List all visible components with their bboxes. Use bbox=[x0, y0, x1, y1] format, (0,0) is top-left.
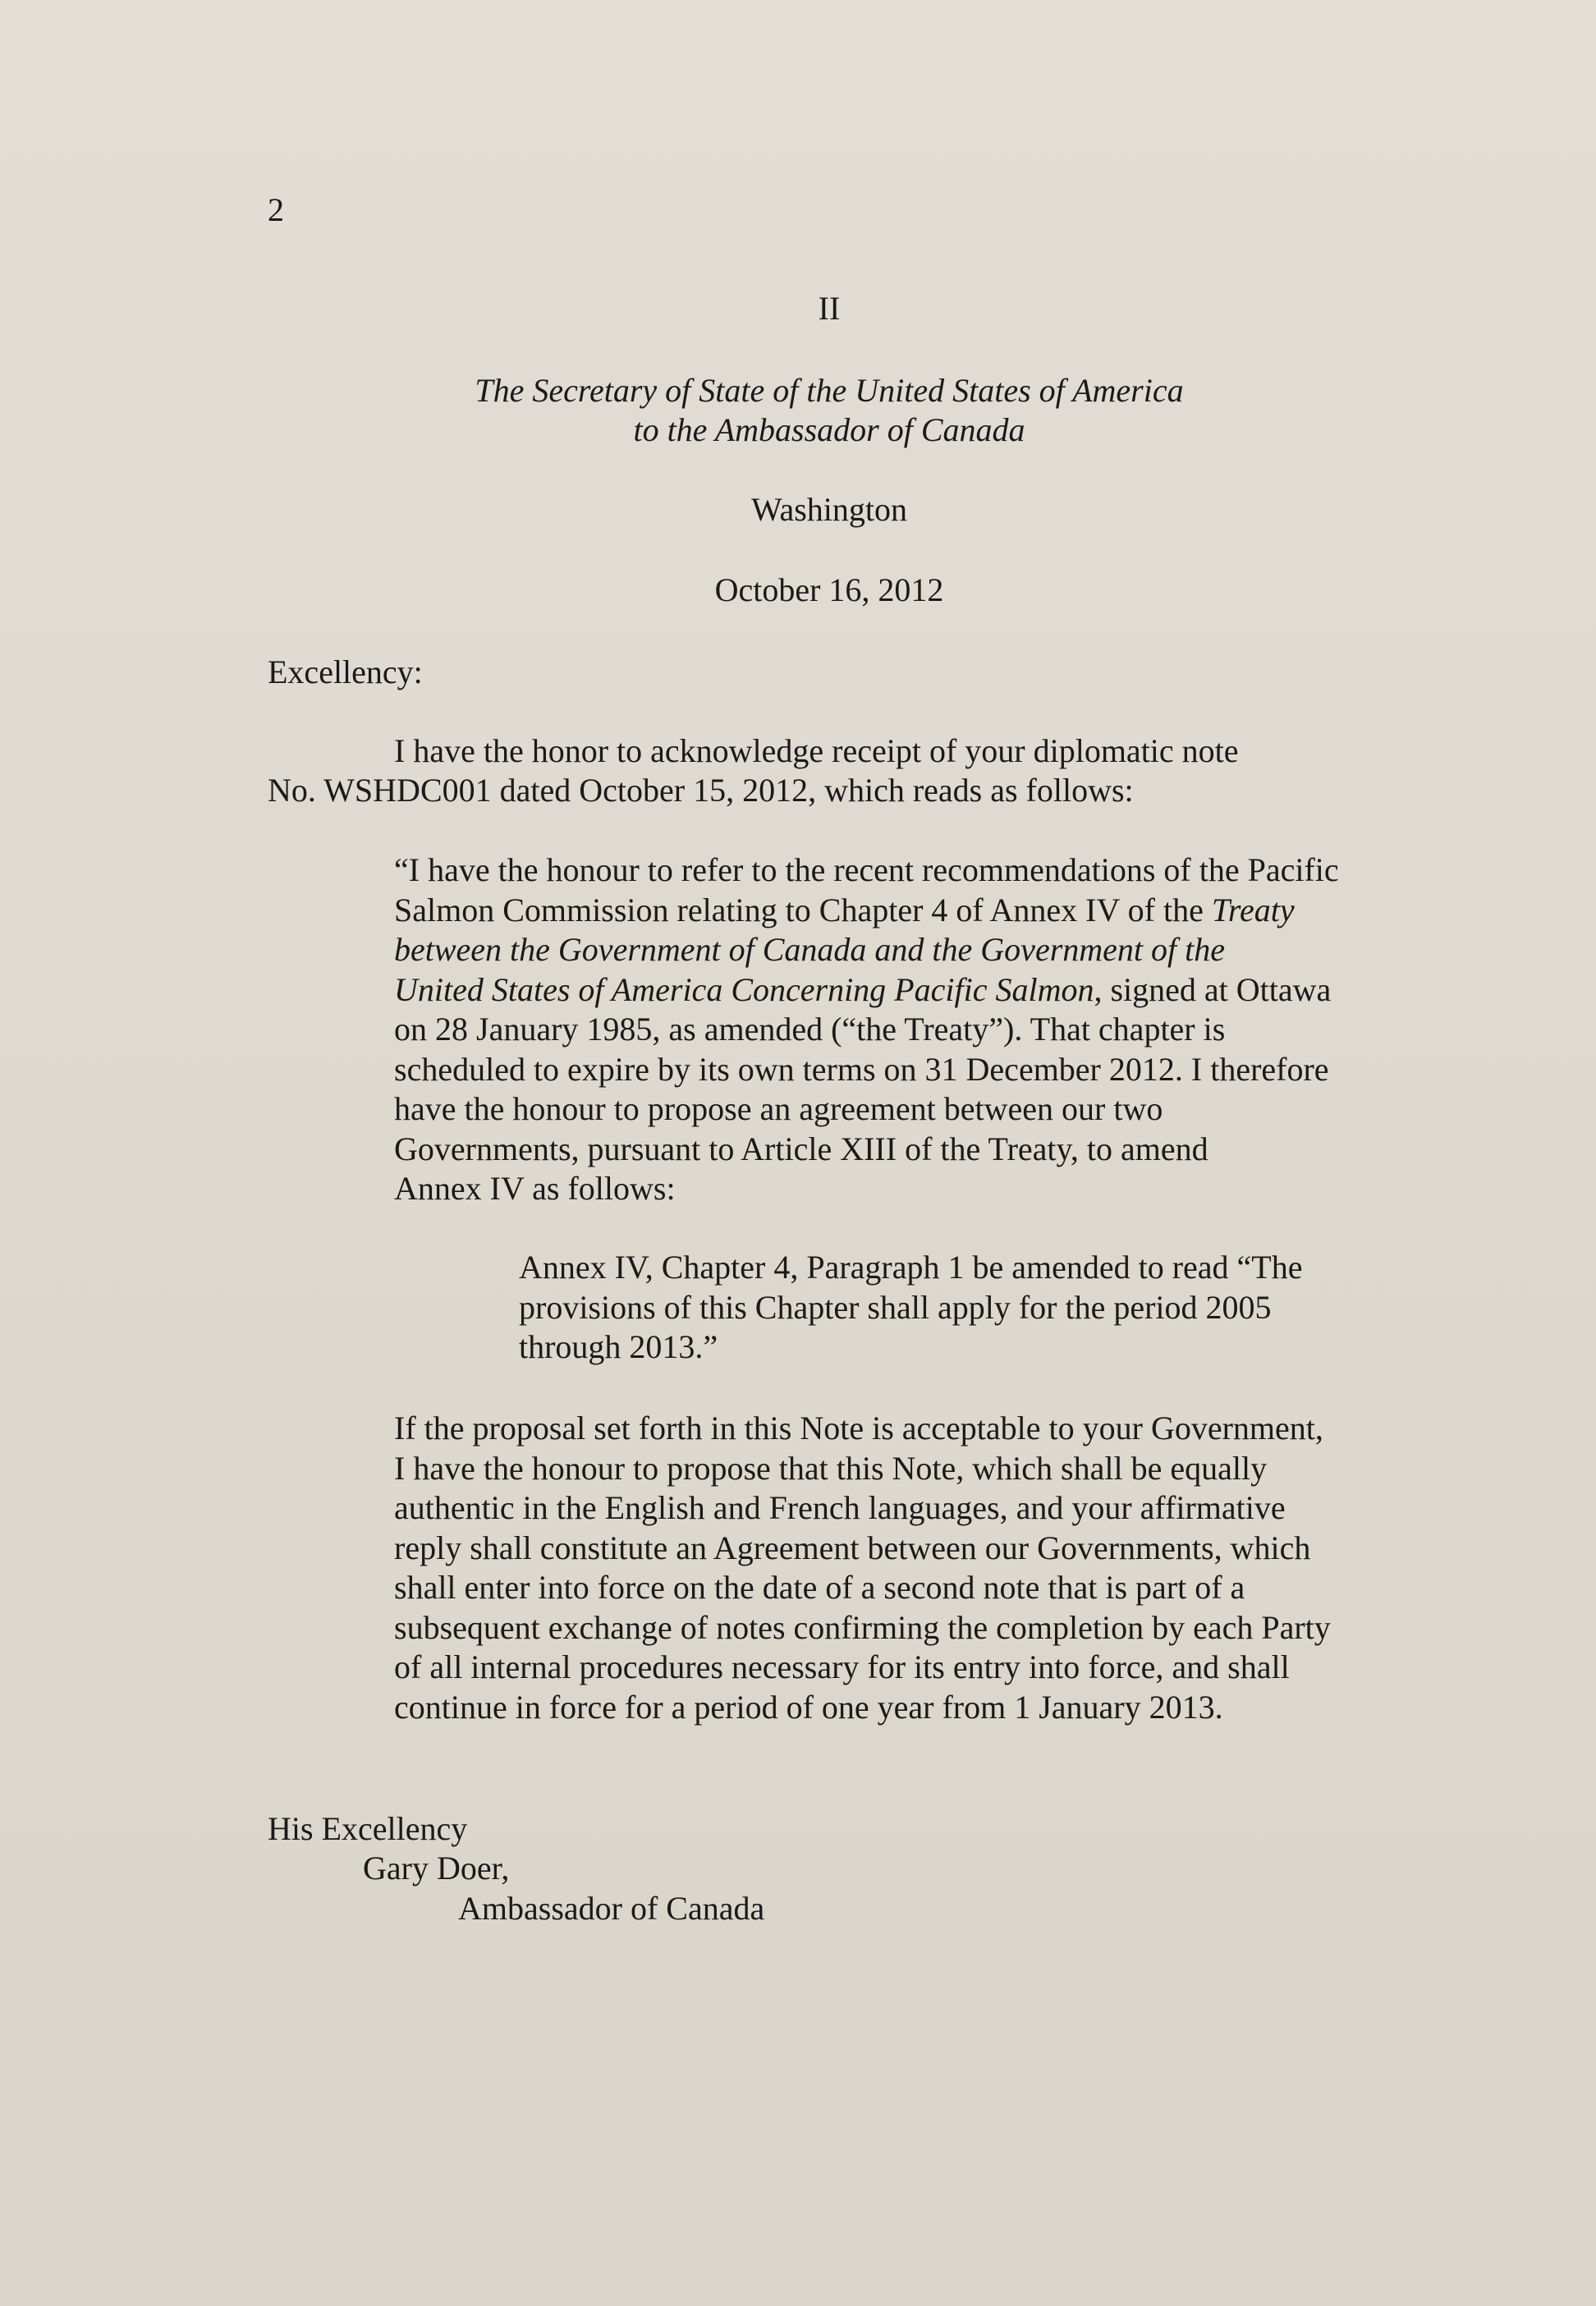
amendment-line-2: provisions of this Chapter shall apply for the period 2005 bbox=[519, 1288, 1272, 1326]
amendment-text bbox=[519, 1248, 1302, 1368]
heading-line-1: The Secretary of State of the United States of America bbox=[475, 372, 1184, 409]
quote1-line-3: between the Government of Canada and the Government of the bbox=[394, 931, 1225, 968]
quote2-line-7: of all internal procedures necessary for its entry into force, and shall bbox=[394, 1648, 1290, 1685]
quote1-line-5: on 28 January 1985, as amended (“the Treaty”). That chapter is bbox=[394, 1011, 1226, 1048]
quote1-line-4: United States of America Concerning Pacific Salmon, signed at Ottawa bbox=[394, 970, 1332, 1008]
treaty-title-end: United States of America Concerning Pacific Salmon bbox=[394, 970, 1094, 1008]
quote2-line-8: continue in force for a period of one year from 1 January 2013. bbox=[394, 1688, 1223, 1726]
addressee-line-2: Gary Doer, bbox=[363, 1850, 510, 1887]
addressee-line-1: His Excellency bbox=[268, 1810, 468, 1847]
quote1-line-8: Governments, pursuant to Article XIII of the Treaty, to amend bbox=[394, 1130, 1208, 1167]
quote1-line-6: scheduled to expire by its own terms on 31 December 2012. I therefore bbox=[394, 1050, 1329, 1088]
treaty-title-part: Treaty bbox=[1211, 891, 1295, 928]
place: Washington bbox=[750, 491, 908, 528]
amendment-line-3: through 2013.” bbox=[519, 1328, 718, 1365]
salutation: Excellency: bbox=[268, 653, 423, 690]
intro-line-2: No. WSHDC001 dated October 15, 2012, which reads as follows: bbox=[268, 772, 1134, 809]
quote2-line-2: I have the honour to propose that this Note, which shall be equally bbox=[394, 1449, 1268, 1487]
intro-line-1: I have the honor to acknowledge receipt of your diplomatic note bbox=[394, 732, 1239, 769]
quote2-line-1: If the proposal set forth in this Note is acceptable to your Government, bbox=[394, 1410, 1323, 1446]
addressee-line-3: Ambassador of Canada bbox=[458, 1890, 765, 1927]
heading-line-2: to the Ambassador of Canada bbox=[633, 411, 1025, 448]
quote2-line-5: shall enter into force on the date of a second note that is part of a bbox=[394, 1569, 1245, 1606]
section-number: II bbox=[818, 290, 841, 327]
page-number: 2 bbox=[268, 191, 284, 228]
quoted-paragraph-1 bbox=[394, 850, 1339, 1209]
quote1-line-7: have the honour to propose an agreement between our two bbox=[394, 1090, 1163, 1127]
quote2-line-4: reply shall constitute an Agreement between our Governments, which bbox=[394, 1529, 1311, 1566]
quote1-line-9: Annex IV as follows: bbox=[394, 1170, 676, 1207]
quote1-line-1: “I have the honour to refer to the recent recommendations of the Pacific bbox=[394, 851, 1339, 888]
quote2-line-6: subsequent exchange of notes confirming the completion by each Party bbox=[394, 1608, 1331, 1646]
date: October 16, 2012 bbox=[714, 571, 944, 608]
quote2-line-3: authentic in the English and French languages, and your affirmative bbox=[394, 1489, 1286, 1526]
amendment-line-1: Annex IV, Chapter 4, Paragraph 1 be amended to read “The bbox=[519, 1249, 1303, 1286]
quoted-paragraph-2 bbox=[394, 1409, 1331, 1727]
quote1-line-2: Salmon Commission relating to Chapter 4 of Annex IV of the Treaty bbox=[394, 891, 1295, 928]
